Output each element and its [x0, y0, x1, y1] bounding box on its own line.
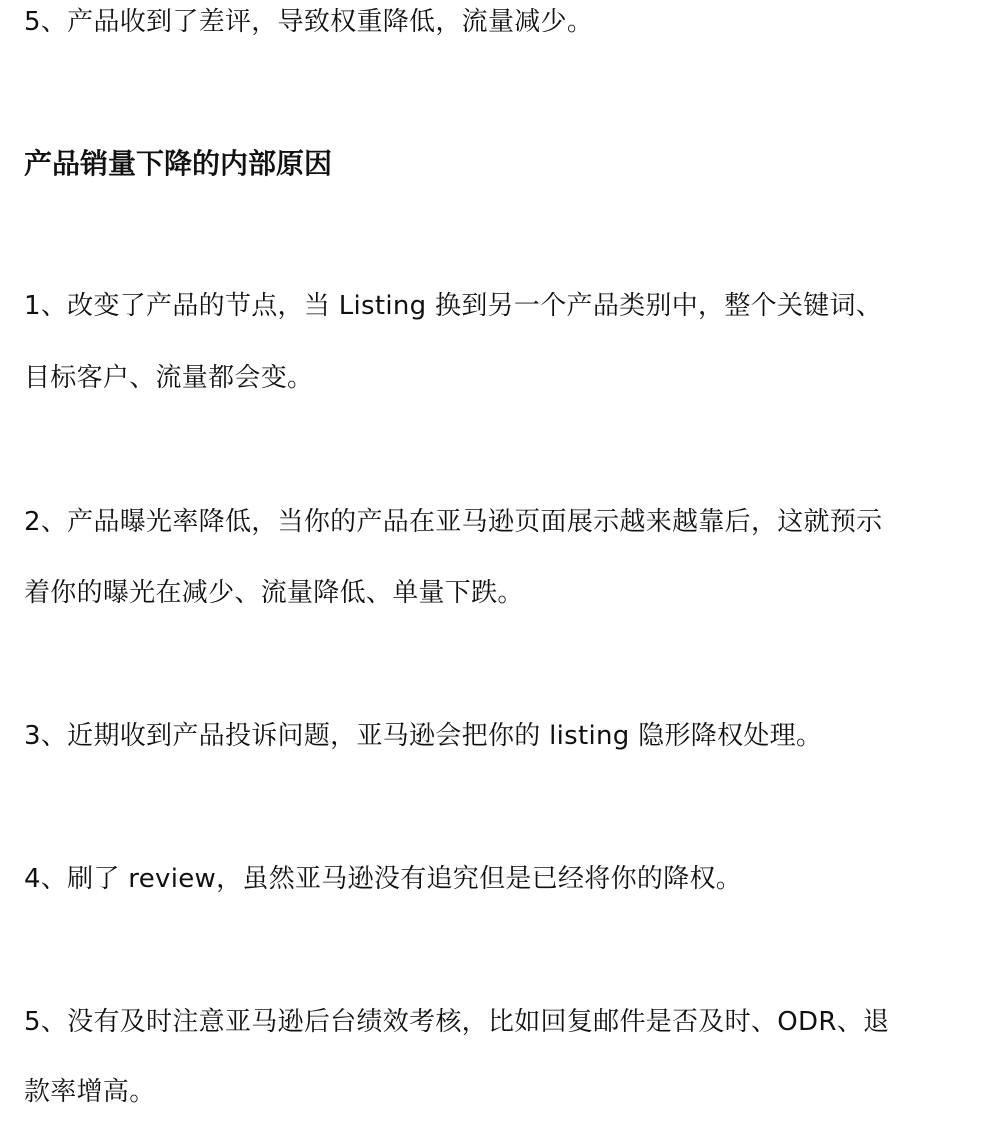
list-item-1-line-1: 1、改变了产品的节点，当 Listing 换到另一个产品类别中，整个关键词、 [24, 291, 883, 321]
section-heading: 产品销量下降的内部原因 [24, 147, 333, 180]
list-item-1-line-2: 目标客户、流量都会变。 [24, 363, 314, 393]
paragraph-prev-item-5: 5、产品收到了差评，导致权重降低，流量减少。 [24, 7, 594, 37]
list-item-4: 4、刷了 review，虽然亚马逊没有追究但是已经将你的降权。 [24, 864, 743, 894]
list-item-2-line-2: 着你的曝光在减少、流量降低、单量下跌。 [24, 578, 524, 608]
list-item-2-line-1: 2、产品曝光率降低，当你的产品在亚马逊页面展示越来越靠后，这就预示 [24, 507, 883, 537]
list-item-5-line-2: 款率增高。 [24, 1077, 156, 1107]
list-item-3: 3、近期收到产品投诉问题，亚马逊会把你的 listing 隐形降权处理。 [24, 721, 823, 751]
list-item-5-line-1: 5、没有及时注意亚马逊后台绩效考核，比如回复邮件是否及时、ODR、退 [24, 1007, 890, 1037]
